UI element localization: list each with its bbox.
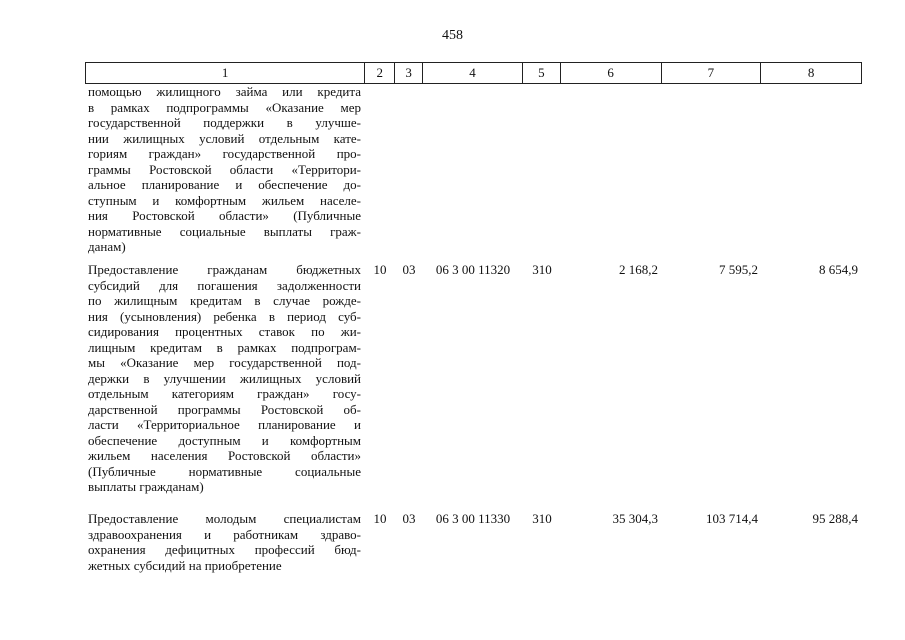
- section-code: 10: [373, 262, 387, 277]
- description-line: ласти «Территориальное планирование и: [88, 417, 361, 432]
- target-article-code: 06 3 00 11320: [435, 262, 511, 277]
- section-code: 10: [373, 511, 387, 526]
- description-line: данам): [88, 239, 126, 254]
- amount-col-6: 2 168,2: [619, 262, 658, 277]
- description-line: сидирования процентных ставок по жи-: [88, 324, 361, 339]
- description-line: государственной поддержки в улучше-: [88, 115, 361, 130]
- table-header-row: [85, 62, 862, 84]
- page-number: 458: [442, 28, 463, 43]
- description-line: альное планирование и обеспечение до-: [88, 177, 361, 192]
- description-line: (Публичные нормативные социальные: [88, 463, 361, 479]
- target-article-code: 06 3 00 11330: [435, 511, 511, 526]
- description-line: субсидий для погашения задолженности: [88, 277, 361, 293]
- description-line: лищным кредитам в рамках подпрограм-: [88, 339, 361, 355]
- description-line: гориям граждан» государственной про-: [88, 146, 361, 161]
- table-row: [85, 511, 862, 573]
- description-line: Предоставление молодым специалистам: [88, 511, 361, 526]
- description-line: обеспечение доступным и комфортным: [88, 432, 361, 448]
- table-row: [85, 84, 862, 260]
- column-header-6: 6: [561, 63, 662, 83]
- description-line: граммы Ростовской области «Территори-: [88, 161, 361, 177]
- description-line: по жилищным кредитам в случае рожде-: [88, 293, 361, 308]
- description-line: дарственной программы Ростовской об-: [88, 401, 361, 417]
- column-header-1: 1: [86, 63, 365, 83]
- row-description: [85, 262, 365, 495]
- column-header-4: 4: [423, 63, 523, 83]
- table-body: [85, 84, 862, 573]
- description-line: жетных субсидий на приобретение: [88, 557, 282, 573]
- amount-col-7: 103 714,4: [706, 511, 758, 526]
- description-line: помощью жилищного займа или кредита: [88, 84, 361, 99]
- expense-type-code: 310: [532, 262, 552, 277]
- expense-type-code: 310: [532, 511, 552, 526]
- column-header-8: 8: [807, 65, 815, 80]
- row-description: [85, 84, 365, 255]
- description-line: нормативные социальные выплаты граж-: [88, 223, 361, 239]
- description-line: выплаты гражданам): [88, 479, 204, 494]
- description-line: ступным и комфортным жильем населе-: [88, 192, 361, 208]
- amount-col-6: 35 304,3: [612, 511, 658, 526]
- description-line: ния Ростовской области» (Публичные: [88, 208, 361, 223]
- column-header-2: 2: [365, 63, 395, 83]
- description-line: жильем населения Ростовской области»: [88, 448, 361, 463]
- subsection-code: 03: [402, 511, 416, 526]
- description-line: Предоставление гражданам бюджетных: [88, 262, 361, 277]
- description-line: в рамках подпрограммы «Оказание мер: [88, 99, 361, 115]
- amount-col-8: 8 654,9: [819, 262, 858, 277]
- description-line: держки в улучшении жилищных условий: [88, 370, 361, 386]
- amount-col-7: 7 595,2: [719, 262, 758, 277]
- row-description: [85, 511, 365, 573]
- description-line: ния (усыновления) ребенка в период суб-: [88, 308, 361, 324]
- column-header-3: 3: [395, 63, 423, 83]
- description-line: здравоохранения и работникам здраво-: [88, 526, 361, 542]
- column-header-7: 7: [662, 63, 762, 83]
- column-header-5: 5: [523, 63, 561, 83]
- table-row: [85, 262, 862, 509]
- description-line: отдельным категориям граждан» госу-: [88, 386, 361, 401]
- amount-col-8: 95 288,4: [812, 511, 858, 526]
- description-line: охранения дефицитных профессий бюд-: [88, 542, 361, 557]
- subsection-code: 03: [402, 262, 416, 277]
- description-line: мы «Оказание мер государственной под-: [88, 355, 361, 370]
- description-line: нии жилищных условий отдельным кате-: [88, 130, 361, 146]
